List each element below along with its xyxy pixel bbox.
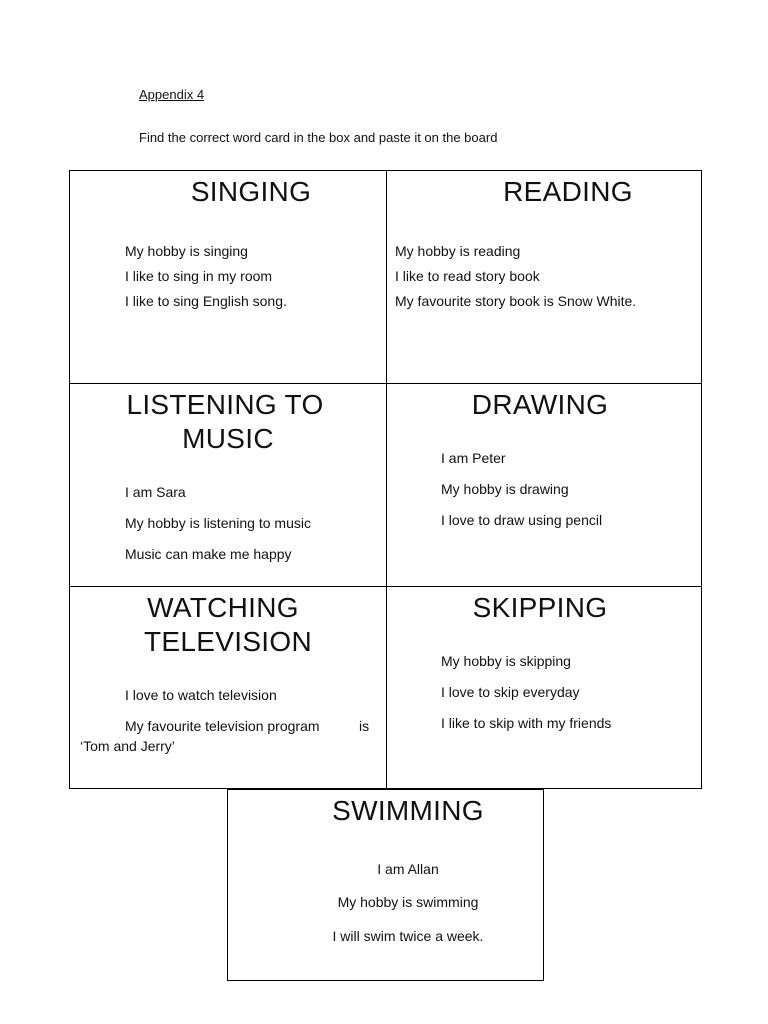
instruction-text: Find the correct word card in the box and paste it on the board: [139, 130, 498, 145]
card-line: I will swim twice a week.: [332, 928, 484, 944]
card-line: My hobby is reading: [395, 243, 521, 259]
card-line: is: [359, 718, 370, 734]
card-title-swimming: SWIMMING: [332, 795, 484, 826]
card-listening-to-music: [70, 384, 386, 586]
card-line: My hobby is skipping: [441, 653, 571, 669]
card-title-watching-line1: WATCHING: [147, 592, 299, 623]
card-line: I love to skip everyday: [441, 684, 580, 700]
card-watching-television: [70, 587, 386, 788]
card-drawing: [387, 384, 701, 586]
card-title-singing: SINGING: [190, 176, 312, 207]
card-line: My hobby is listening to music: [125, 515, 311, 531]
card-title-drawing: DRAWING: [471, 389, 609, 420]
card-title-skipping: SKIPPING: [472, 592, 608, 623]
card-reading: [387, 171, 701, 383]
card-title-listening-line1: LISTENING TO: [126, 389, 324, 420]
card-title-watching-line2: TELEVISION: [144, 626, 312, 657]
card-line: My hobby is swimming: [337, 894, 479, 910]
card-line: I am Peter: [441, 450, 506, 466]
card-skipping: [387, 587, 701, 788]
card-line: ‘Tom and Jerry’: [80, 738, 175, 754]
word-card-grid: [69, 170, 702, 789]
card-line: My favourite television program: [125, 718, 320, 734]
card-line: I like to skip with my friends: [441, 715, 612, 731]
card-line: My hobby is drawing: [441, 481, 569, 497]
card-line: I like to read story book: [395, 268, 540, 284]
card-swimming: [227, 789, 544, 981]
card-line: I am Allan: [377, 861, 439, 877]
card-line: I love to watch television: [125, 687, 277, 703]
card-line: My favourite story book is Snow White.: [395, 293, 637, 309]
card-line: I am Sara: [125, 484, 186, 500]
card-singing: [70, 171, 386, 383]
appendix-label: Appendix 4: [139, 87, 205, 102]
card-line: My hobby is singing: [125, 243, 248, 259]
card-title-listening-line2: MUSIC: [182, 423, 274, 454]
card-line: I like to sing in my room: [125, 268, 273, 284]
card-title-reading: READING: [503, 176, 633, 207]
card-line: Music can make me happy: [125, 546, 292, 562]
card-line: I like to sing English song.: [125, 293, 287, 309]
card-line: I love to draw using pencil: [441, 512, 603, 528]
